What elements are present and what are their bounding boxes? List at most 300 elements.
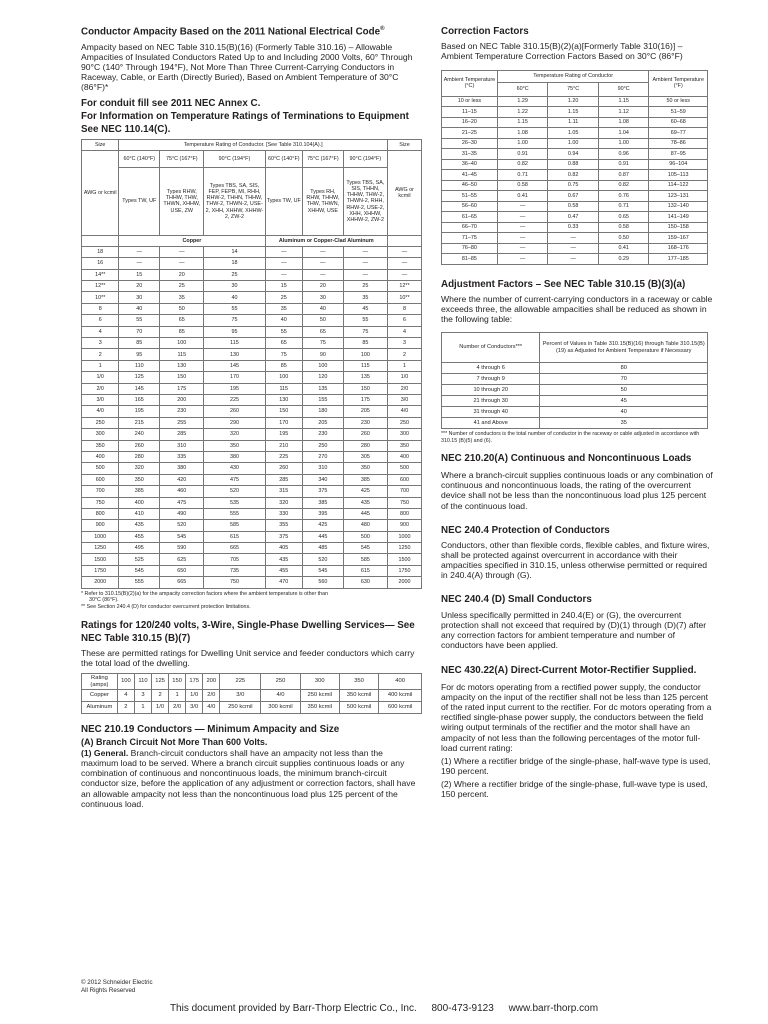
table-cell: 320 [204,429,265,440]
table-cell: 1.08 [598,117,649,128]
table-cell: 1000 [82,531,119,542]
table-cell: 400 [82,451,119,462]
table-cell: 260 [119,440,160,451]
copyright: © 2012 Schneider Electric All Rights Reserved [81,979,153,994]
table-cell: 132–140 [649,201,708,212]
table-cell: 1.20 [548,96,599,107]
table-cell: 40 [302,303,343,314]
table-row [82,429,422,440]
table-cell: 255 [160,417,204,428]
table-cell: 85 [160,326,204,337]
nec43022-item2: (2) Where a rectifier bridge of the single-phase, full-wave type is used, 150 percent. [441,779,708,800]
table-cell: 0.94 [548,149,599,160]
percent-header: Percent of Values in Table 310.15(B)(16) through Table 310.15(B)(19) as Adjusted for Ambient Temperature if Necessary [540,333,708,363]
table-cell: — [548,254,599,265]
type-header: Types TBS, SA, SIS, THHN, THHW, THW-2, THWN-2, RHH, RHW-2, USE-2, XHH, XHHW, XHHW-2, ZW-2 [343,167,387,235]
table-row [82,303,422,314]
table-row [82,508,422,519]
left-column [81,26,422,809]
table-cell: 4/0 [387,406,421,417]
table-cell: 50 [160,303,204,314]
table-cell: 66–70 [442,222,498,233]
table-cell: 585 [204,520,265,531]
table-cell: — [387,269,421,280]
dwelling-ratings-table [81,673,422,714]
table-cell: 395 [302,508,343,519]
table-cell: — [548,233,599,244]
table-cell: 1.15 [548,107,599,118]
table-cell: 25 [343,281,387,292]
table-cell: — [497,212,548,223]
table-row [82,497,422,508]
table-cell: 1/0 [152,702,169,714]
table-cell: 177–185 [649,254,708,265]
table-cell: 3/0 [186,702,203,714]
table-row [82,486,422,497]
table-cell: 25 [204,269,265,280]
footer-phone: 800-473-9123 [431,1003,494,1014]
table-cell: 100 [160,338,204,349]
table-cell: 55 [119,315,160,326]
ampacity-notes: * Refer to 310.15(B)(2)(a) for the ampacity correction factors where the ambient temperature is other than 30°C (86°F). ** See Section 240.4 (D) for conductor overcurrent protection limitations. [81,590,329,610]
table-cell: 355 [265,520,302,531]
table-cell: 6 [387,315,421,326]
table-row [82,372,422,383]
table-cell: 300 kcmil [261,702,300,714]
table-cell: 1.12 [598,107,649,118]
rating-header: Temperature Rating of Conductor [497,70,649,82]
table-cell: 375 [302,486,343,497]
table-cell: 36–40 [442,159,498,170]
table-cell: 125 [152,674,169,690]
table-cell: 230 [160,406,204,417]
table-cell: 65 [160,315,204,326]
size-header: Size [387,139,421,150]
table-cell: 76–80 [442,243,498,254]
adjustment-note: *** Number of conductors is the total number of conductor in the raceway or cable adjusted in accordance with 310.15 (B)(5) and (6). [441,431,700,444]
table-cell: 1000 [387,531,421,542]
table-cell: 205 [343,406,387,417]
table-cell: 61–65 [442,212,498,223]
table-cell: 215 [119,417,160,428]
table-cell: 555 [119,577,160,588]
table-cell: 490 [160,508,204,519]
table-cell: 430 [204,463,265,474]
temp-header: 60°C [497,82,548,96]
ampacity-title: Conductor Ampacity Based on the 2011 National Electrical Code® [81,26,385,38]
table-cell: 260 [265,463,302,474]
table-cell: 3 [82,338,119,349]
type-header: Types TW, UF [119,167,160,235]
table-cell: 0.50 [598,233,649,244]
table-cell: 14** [82,269,119,280]
table-row [82,463,422,474]
correction-table [441,70,708,265]
table-cell: 615 [343,565,387,576]
table-cell: 3/0 [387,394,421,405]
table-cell: 0.58 [497,180,548,191]
table-cell: 520 [302,554,343,565]
copper-header: Copper [119,235,265,246]
table-cell: 700 [387,486,421,497]
footer-url[interactable]: www.barr-thorp.com [508,1003,599,1014]
table-cell: 1/0 [186,690,203,702]
table-cell: 20 [160,269,204,280]
temp-header: 75°C [548,82,599,96]
table-cell: — [160,258,204,269]
table-cell: 130 [265,394,302,405]
table-cell: 560 [302,577,343,588]
table-cell: 26–30 [442,138,498,149]
table-cell: 445 [343,508,387,519]
table-cell: 50 or less [649,96,708,107]
table-cell: 585 [343,554,387,565]
table-cell: 145 [204,360,265,371]
table-cell: — [497,222,548,233]
table-cell: 380 [204,451,265,462]
temp-header: 60°C (140°F) [119,150,160,167]
table-cell: 150 [265,406,302,417]
table-cell: 225 [220,674,261,690]
table-cell: 1.15 [598,96,649,107]
table-cell: 175 [343,394,387,405]
nec21019-text: (1) General. Branch-circuit conductors shall have an ampacity not less than the maximum load to be served. Where a branch circuit supplies continuous loads or any combination of continuous and noncontinuous loads, the minimum branch-circuit conductor size, before the application of any adjustment or correction factors, shall have an allowable ampacity not less than the noncontinuous load plus 125 percent of the continuous load. [81,748,416,809]
table-cell: 1/0 [82,372,119,383]
table-row [442,159,708,170]
table-cell: 225 [265,451,302,462]
table-cell: 480 [343,520,387,531]
table-cell: 1750 [387,565,421,576]
table-cell: 10 or less [442,96,498,107]
table-cell: 10 through 20 [442,385,540,396]
table-cell: 320 [119,463,160,474]
table-cell: 0.58 [548,201,599,212]
table-row [442,96,708,107]
table-cell: 500 [82,463,119,474]
table-cell: 0.41 [598,243,649,254]
table-cell: 300 [300,674,339,690]
table-cell: 545 [160,531,204,542]
type-header: Types TW, UF [265,167,302,235]
aluminum-row: Aluminum 2 1 1/0 2/0 3/0 4/0 250 kcmil 300 kcmil 350 kcmil 500 kcmil 600 kcmil [82,702,422,714]
table-cell: — [119,258,160,269]
table-cell: — [387,258,421,269]
table-cell: 0.87 [598,170,649,181]
table-row [442,107,708,118]
table-cell: 250 [82,417,119,428]
table-cell: 545 [343,543,387,554]
dwelling-title: Ratings for 120/240 volts, 3-Wire, Single-Phase Dwelling Services— See NEC Table 310.15 (B)(7) [81,620,415,644]
table-cell: 141–149 [649,212,708,223]
nec21020-text: Where a branch-circuit supplies continuous loads or any combination of continuous and noncontinuous loads, the rating of the overcurrent device shall not be less than the noncontinuous load plus 125 percent of the continuous load. [441,470,713,511]
table-cell: 115 [343,360,387,371]
table-cell: 350 [343,463,387,474]
table-cell: 0.65 [598,212,649,223]
table-cell: 0.58 [598,222,649,233]
table-row [82,577,422,588]
table-cell: 310 [302,463,343,474]
table-cell: 70 [540,374,708,385]
size-header: Size [82,139,119,150]
table-row [442,180,708,191]
table-cell: — [343,258,387,269]
temp-header: 75°C (167°F) [160,150,204,167]
nec43022-item1: (1) Where a rectifier bridge of the single-phase, half-wave type is used, 190 percent. [441,755,711,777]
table-cell: 1.04 [598,128,649,139]
table-row [442,212,708,223]
table-cell: 445 [302,531,343,542]
table-cell: 535 [204,497,265,508]
table-cell: 40 [265,315,302,326]
adjustment-title: Adjustment Factors – See NEC Table 310.15 (B)(3)(a) [441,278,686,290]
table-cell: 225 [204,394,265,405]
table-cell: 18 [204,258,265,269]
table-cell: — [302,258,343,269]
table-cell: 75 [302,338,343,349]
table-cell: 750 [387,497,421,508]
table-cell: 180 [302,406,343,417]
table-cell: 400 [119,497,160,508]
table-cell: 45 [343,303,387,314]
table-cell: 85 [343,338,387,349]
table-cell: 65 [302,326,343,337]
table-cell: — [265,258,302,269]
nec21019-title: NEC 210.19 Conductors — Minimum Ampacity and Size [81,724,340,736]
awg-header: AWG or kcmil [82,150,119,235]
table-cell: — [302,269,343,280]
table-cell: 168–176 [649,243,708,254]
table-cell: 114–122 [649,180,708,191]
table-cell: 555 [204,508,265,519]
table-cell: 1500 [387,554,421,565]
table-cell: — [160,246,204,257]
table-cell: 0.47 [548,212,599,223]
table-cell: 475 [204,474,265,485]
table-cell: 335 [160,451,204,462]
table-cell: 1.22 [497,107,548,118]
nec2404d-title: NEC 240.4 (D) Small Conductors [441,594,592,606]
table-cell: 4/0 [261,690,300,702]
table-cell: 4 through 6 [442,363,540,374]
table-row [82,315,422,326]
table-row [442,374,708,385]
table-cell: 69–77 [649,128,708,139]
table-row [82,520,422,531]
conduit-fill-note: For conduit fill see 2011 NEC Annex C. [81,98,261,110]
table-cell: 120 [302,372,343,383]
table-cell: 1.15 [497,117,548,128]
table-cell: 10** [387,292,421,303]
table-cell: 41–45 [442,170,498,181]
table-cell: 350 [387,440,421,451]
type-header: Types RHW, THHW, THW, THWN, XHHW, USE, ZW [160,167,204,235]
table-cell: 40 [204,292,265,303]
table-row [82,565,422,576]
table-cell: — [548,243,599,254]
temp-header: 60°C (140°F) [265,150,302,167]
temp-header: 90°C [598,82,649,96]
table-row [82,474,422,485]
table-cell: 250 [261,674,300,690]
table-cell: 410 [119,508,160,519]
table-cell: 150 [343,383,387,394]
table-cell: 4 [117,690,134,702]
table-cell: 750 [204,577,265,588]
table-cell: 25 [265,292,302,303]
table-cell: 630 [343,577,387,588]
table-cell: 475 [160,497,204,508]
table-cell: 170 [265,417,302,428]
table-cell: — [497,201,548,212]
table-cell: 20 [119,281,160,292]
table-cell: 385 [119,486,160,497]
table-cell: 800 [387,508,421,519]
table-cell: 400 [379,674,422,690]
table-cell: 12** [387,281,421,292]
table-cell: 56–60 [442,201,498,212]
table-cell: 195 [265,429,302,440]
table-cell: 100 [343,349,387,360]
table-cell: 100 [117,674,134,690]
ambient-c-header: Ambient Temperature (°C) [442,70,498,96]
table-cell: 460 [160,486,204,497]
table-cell: 300 [387,429,421,440]
table-cell: 420 [160,474,204,485]
table-cell: 750 [82,497,119,508]
table-cell: 2 [117,702,134,714]
table-cell: 71–75 [442,233,498,244]
table-cell: 800 [82,508,119,519]
table-cell: 240 [119,429,160,440]
table-row [82,338,422,349]
table-cell: 80 [540,363,708,374]
table-row [82,440,422,451]
table-cell: 46–50 [442,180,498,191]
copper-row: Copper 4 3 2 1 1/0 2/0 3/0 4/0 250 kcmil 350 kcmil 400 kcmil [82,690,422,702]
table-cell: — [343,269,387,280]
table-cell: 135 [343,372,387,383]
table-cell: 0.41 [497,191,548,202]
table-cell: 41 and Above [442,418,540,429]
table-cell: 25 [160,281,204,292]
table-cell: 350 kcmil [339,690,378,702]
table-cell: — [265,269,302,280]
table-cell: 300 [82,429,119,440]
table-row [82,281,422,292]
table-cell: 95 [119,349,160,360]
table-row [442,385,708,396]
table-cell: 350 kcmil [300,702,339,714]
table-cell: — [497,254,548,265]
table-cell: 435 [265,554,302,565]
table-cell: 2000 [82,577,119,588]
adjustment-table [441,332,708,429]
table-cell: 700 [82,486,119,497]
table-row [82,258,422,269]
table-cell: 1.29 [497,96,548,107]
table-cell: 435 [119,520,160,531]
table-cell: 455 [119,531,160,542]
table-cell: 230 [343,417,387,428]
nec21019-sub: (A) Branch Circuit Not More Than 600 Volts. [81,737,268,748]
table-cell: 0.82 [497,159,548,170]
table-row [442,243,708,254]
table-cell: 4 [82,326,119,337]
table-cell: 520 [204,486,265,497]
table-cell: 305 [343,451,387,462]
table-cell: 55 [204,303,265,314]
table-cell: 12** [82,281,119,292]
table-cell: 1/0 [387,372,421,383]
table-cell: 350 [119,474,160,485]
table-cell: 96–104 [649,159,708,170]
table-cell: 115 [204,338,265,349]
table-row [82,292,422,303]
table-row [442,191,708,202]
table-cell: 8 [82,303,119,314]
table-cell: — [302,246,343,257]
table-cell: 8 [387,303,421,314]
correction-title: Correction Factors [441,26,529,37]
table-cell: 7 through 9 [442,374,540,385]
table-cell: 51–59 [649,107,708,118]
table-cell: 65 [265,338,302,349]
table-cell: 380 [160,463,204,474]
table-cell: 600 [387,474,421,485]
table-cell: 78–86 [649,138,708,149]
table-row [442,201,708,212]
table-cell: 500 [387,463,421,474]
table-cell: 155 [302,394,343,405]
table-row [82,554,422,565]
table-cell: 260 [204,406,265,417]
table-cell: 485 [302,543,343,554]
table-cell: 135 [302,383,343,394]
table-cell: 1.00 [548,138,599,149]
table-row [442,149,708,160]
table-cell: 315 [265,486,302,497]
temp-header: 90°C (194°F) [343,150,387,167]
ampacity-table [81,139,422,589]
table-cell: 1250 [387,543,421,554]
table-row [442,138,708,149]
table-row [442,222,708,233]
table-cell: 285 [265,474,302,485]
table-cell: 470 [265,577,302,588]
table-cell: 87–95 [649,149,708,160]
table-cell: 1 [134,702,151,714]
table-cell: 75 [204,315,265,326]
table-cell: 520 [160,520,204,531]
table-cell: 1 [387,360,421,371]
table-cell: 18 [82,246,119,257]
table-cell: 125 [119,372,160,383]
footer-provided: This document provided by Barr-Thorp Electric Co., Inc. [169,1003,417,1014]
terminations-note: For Information on Temperature Ratings of Terminations to Equipment See NEC 110.14(C). [81,111,409,135]
table-cell: 55 [265,326,302,337]
table-cell: 40 [540,407,708,418]
table-cell: 2/0 [387,383,421,394]
aluminum-header: Aluminum or Copper-Clad Aluminum [265,235,387,246]
table-cell: 250 kcmil [220,702,261,714]
dwelling-text: These are permitted ratings for Dwelling Unit service and feeder conductors which carry the total load of the dwelling. [81,647,415,669]
table-cell: 75 [265,349,302,360]
table-cell: 175 [160,383,204,394]
temp-header: 90°C (194°F) [204,150,265,167]
correction-text: Based on NEC Table 310.15(B)(2)(a)[Formerly Table 310(16)] – Ambient Temperature Correction Factors Based on 30°C (86°F) [441,41,683,62]
table-cell: 130 [160,360,204,371]
table-cell: 123–131 [649,191,708,202]
